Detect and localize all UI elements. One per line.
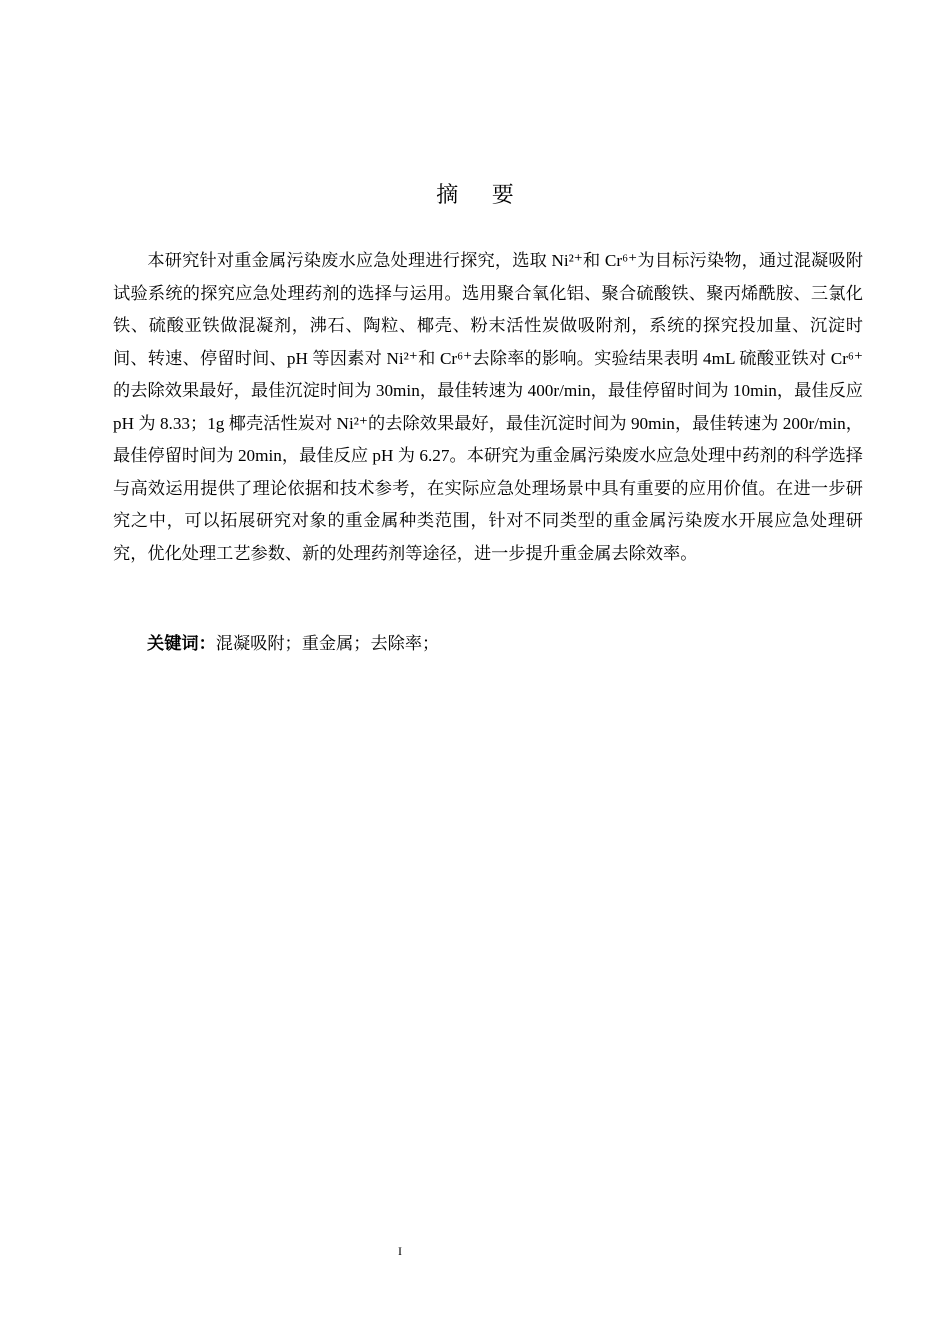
keywords-label: 关键词： — [147, 634, 216, 653]
keywords-text: 混凝吸附；重金属；去除率； — [215, 634, 440, 653]
abstract-body — [113, 245, 863, 570]
keywords-line — [147, 628, 439, 660]
abstract-title: 摘 要 — [436, 182, 528, 207]
page-number: I — [398, 1244, 402, 1258]
abstract-paragraph: 本研究针对重金属污染废水应急处理进行探究，选取 Ni²⁺和 Cr⁶⁺为目标污染物，通过混凝吸附试验系统的探究应急处理药剂的选择与运用。选用聚合氧化铝、聚合硫酸铁、聚丙烯酰胺、三氯化铁、硫酸亚铁做混凝剂，沸石、陶粒、椰壳、粉末活性炭做吸附剂，系统的探究投加量、沉淀时间、转速、停留时间、pH 等因素对 Ni²⁺和 Cr⁶⁺去除率的影响。实验结果表明 4mL 硫酸亚铁对 Cr⁶⁺的去除效果最好，最佳沉淀时间为 30min，最佳转速为 400r/min，最佳停留时间为 10min，最佳反应 pH 为 8.33；1g 椰壳活性炭对 Ni²⁺的去除效果最好，最佳沉淀时间为 90min，最佳转速为 200r/min，最佳停留时间为 20min，最佳反应 pH 为 6.27。本研究为重金属污染废水应急处理中药剂的科学选择与高效运用提供了理论依据和技术参考，在实际应急处理场景中具有重要的应用价值。在进一步研究之中，可以拓展研究对象的重金属种类范围，针对不同类型的重金属污染废水开展应急处理研究，优化处理工艺参数、新的处理药剂等途径，进一步提升重金属去除效率。 — [113, 251, 863, 563]
